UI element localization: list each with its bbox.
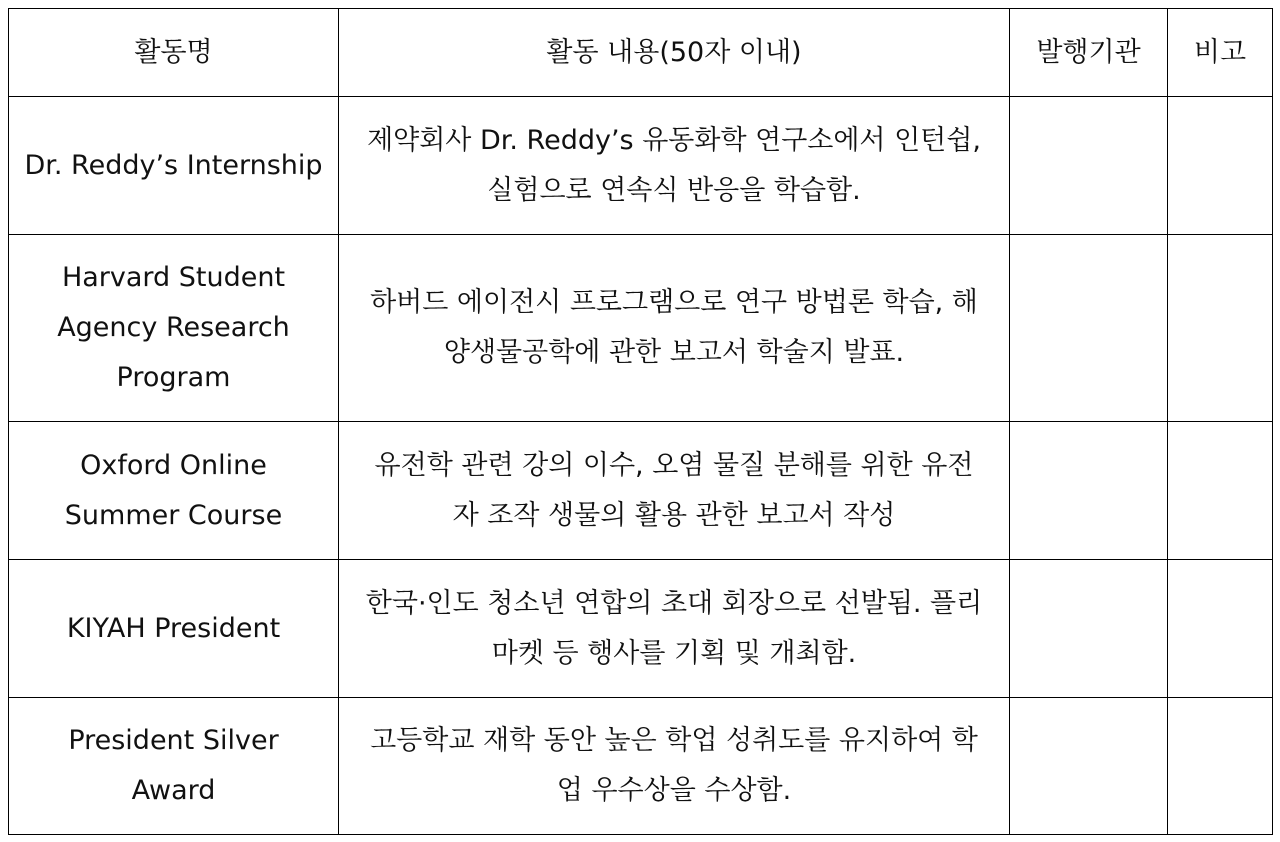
- activity-content: 유전학 관련 강의 이수, 오염 물질 분해를 위한 유전 자 조작 생물의 활용 관한 보고서 작성: [374, 449, 974, 531]
- header-activity-content-label: 활동 내용(50자 이내): [546, 36, 802, 68]
- table-header-row: [9, 9, 1273, 97]
- note-cell: [1168, 97, 1273, 235]
- header-issuer: [1010, 9, 1168, 97]
- issuer-cell: [1010, 235, 1168, 422]
- activity-name: Dr. Reddy’s Internship: [24, 149, 323, 181]
- header-activity-name: [9, 9, 339, 97]
- header-activity-content: [339, 9, 1010, 97]
- header-issuer-label: 발행기관: [1036, 36, 1141, 68]
- table-row: [9, 235, 1273, 422]
- activity-name-cell: [9, 235, 339, 422]
- issuer-cell: [1010, 97, 1168, 235]
- note-cell: [1168, 560, 1273, 698]
- activity-name: President Silver Award: [68, 725, 279, 806]
- activity-name: Harvard Student Agency Research Program: [57, 262, 290, 393]
- header-note-label: 비고: [1193, 36, 1247, 68]
- activity-content-cell: [339, 235, 1010, 422]
- activity-content-cell: [339, 97, 1010, 235]
- activity-content-cell: [339, 422, 1010, 560]
- activity-name-cell: [9, 560, 339, 698]
- table-row: [9, 560, 1273, 698]
- table-row: [9, 97, 1273, 235]
- activity-content-cell: [339, 698, 1010, 835]
- note-cell: [1168, 698, 1273, 835]
- header-activity-name-label: 활동명: [134, 36, 213, 68]
- issuer-cell: [1010, 422, 1168, 560]
- header-note: [1168, 9, 1273, 97]
- activity-name: KIYAH President: [66, 612, 281, 644]
- activity-name-cell: [9, 698, 339, 835]
- activity-content: 고등학교 재학 동안 높은 학업 성취도를 유지하여 학 업 우수상을 수상함.: [370, 725, 978, 806]
- table-row: [9, 422, 1273, 560]
- activity-content-cell: [339, 560, 1010, 698]
- activity-table: [8, 8, 1273, 835]
- activity-content: 하버드 에이전시 프로그램으로 연구 방법론 학습, 해 양생물공학에 관한 보고서 학술지 발표.: [370, 287, 978, 368]
- activity-name-cell: [9, 422, 339, 560]
- issuer-cell: [1010, 698, 1168, 835]
- note-cell: [1168, 235, 1273, 422]
- activity-content: 제약회사 Dr. Reddy’s 유동화학 연구소에서 인턴쉽, 실험으로 연속식 반응을 학습함.: [367, 124, 981, 206]
- activity-content: 한국·인도 청소년 연합의 초대 회장으로 선발됨. 플리 마켓 등 행사를 기획 및 개최함.: [365, 587, 983, 669]
- issuer-cell: [1010, 560, 1168, 698]
- activity-name: Oxford Online Summer Course: [64, 449, 283, 531]
- note-cell: [1168, 422, 1273, 560]
- table-row: [9, 698, 1273, 835]
- activity-name-cell: [9, 97, 339, 235]
